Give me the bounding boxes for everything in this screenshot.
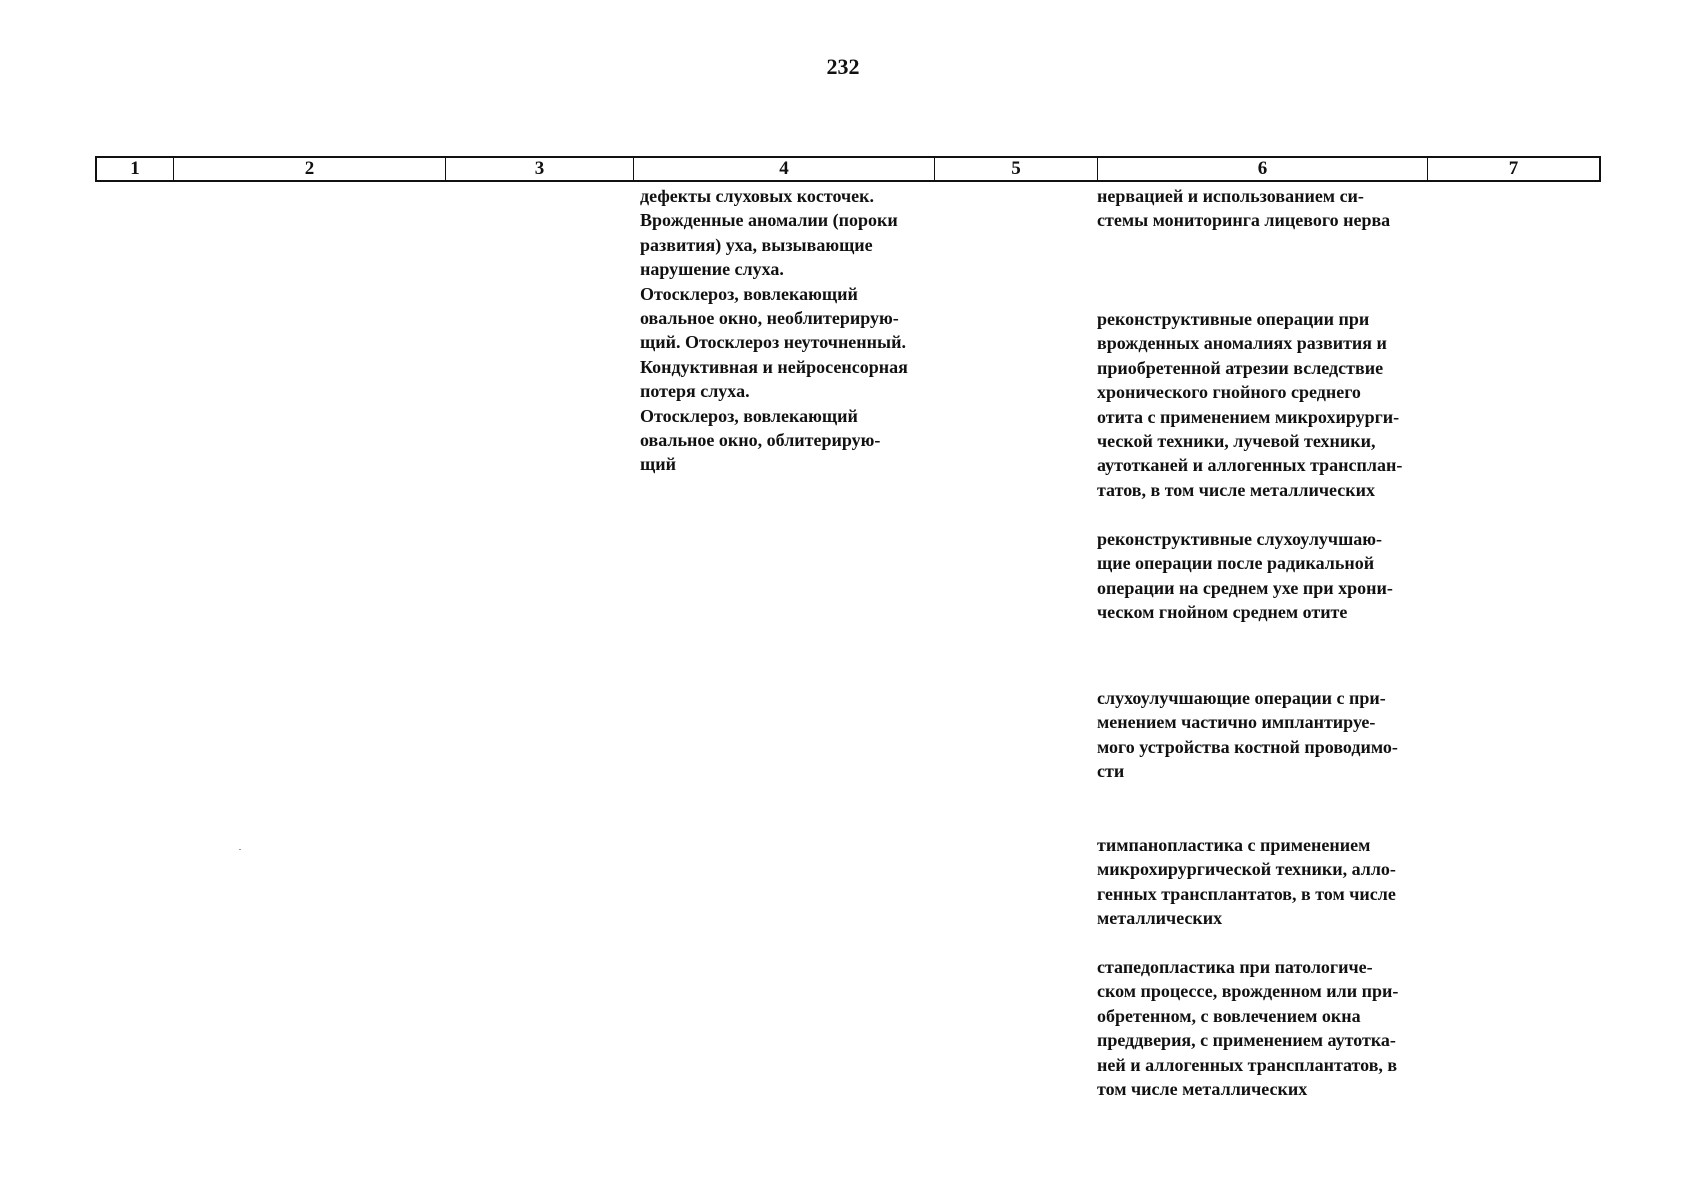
column-6-treatment-block: стапедопластика при патологиче- ском процессе, врожденном или при- обретенном, с вовлечением окна преддверия, с применением аутотка- ней и аллогенных трансплантатов, в том числе металлических [1097,957,1399,1100]
column-6-treatment-block: слухоулучшающие операции с при- менением частично имплантируе- мого устройства костной проводимо- сти [1097,688,1398,782]
column-6-treatment-block: нервацией и использованием си- стемы мониторинга лицевого нерва [1097,186,1391,231]
column-4-diagnosis-text: дефекты слуховых косточек. Врожденные аномалии (пороки развития) уха, вызывающие нарушение слуха. Отосклероз, вовлекающий овальное окно, необлитерирую- щий. Отосклероз неуточненный. Кондуктивная и нейросенсорная потеря слуха. Отосклероз, вовлекающий овальное окно, облитерирую- щий [640,186,908,475]
table-header-col-4: 4 [634,158,935,180]
column-6-treatment-block: реконструктивные слухоулучшаю- щие операции после радикальной операции на среднем ухе при хрони- ческом гнойном среднем отите [1097,529,1393,623]
table-header-col-3: 3 [446,158,634,180]
table-header-col-2: 2 [174,158,446,180]
table-header-col-5: 5 [935,158,1098,180]
column-6-treatment-block: тимпанопластика с применением микрохирургической техники, алло- генных трансплантатов, в том числе металлических [1097,835,1396,929]
scan-speck [239,849,241,850]
column-6-treatment-block: реконструктивные операции при врожденных аномалиях развития и приобретенной атрезии вследствие хронического гнойного среднего отита с применением микрохирурги- ческой техники, лучевой техники, аутотканей и аллогенных трансплан- татов, в том числе металлических [1097,309,1403,500]
table-header-col-7: 7 [1508,158,1519,179]
page-number: 232 [826,54,860,79]
table-header-col-1: 1 [97,158,174,180]
table-header-row [95,156,1601,182]
table-header-col-6: 6 [1098,158,1428,180]
